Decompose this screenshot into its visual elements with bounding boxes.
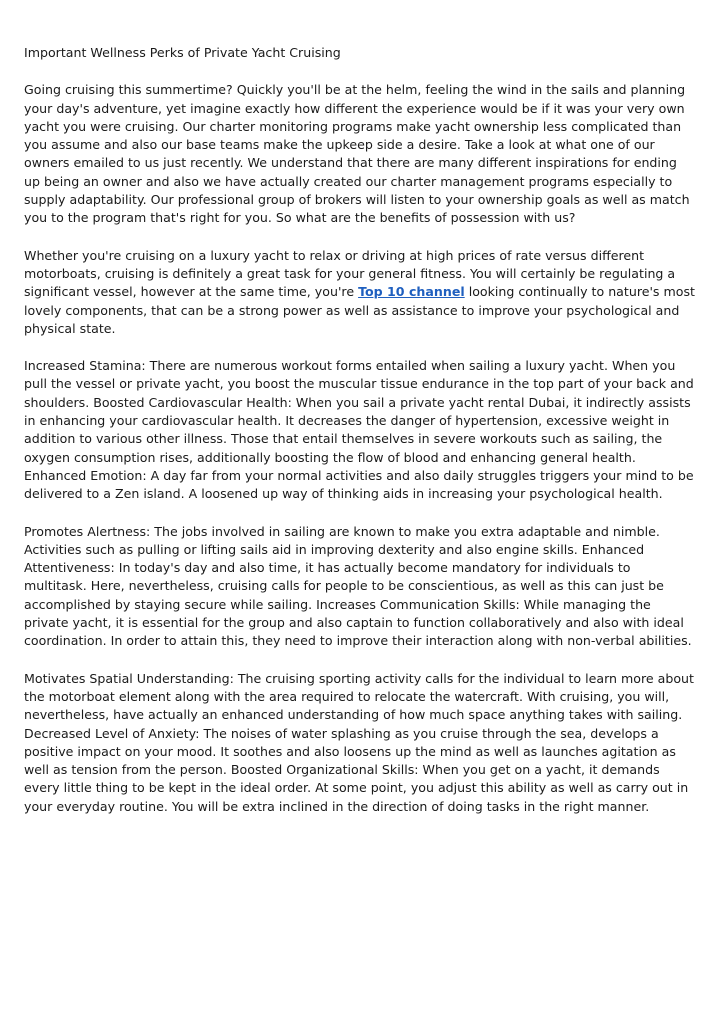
paragraph-intro: Going cruising this summertime? Quickly you'll be at the helm, feeling the wind in the sails and planning your day's adventure, yet imagine exactly how different the experience would be if it was your very own yacht you were cruising. Our charter monitoring programs make yacht ownership less complicated than you assume and also our base teams make the upkeep side a desire. Take a look at what one of our owners emailed to us just recently. We understand that there are many different inspirations for ending up being an owner and also we have actually created our charter management programs especially to supply adaptability. Our professional group of brokers will listen to your ownership goals as well as match you to the program that's right for you. So what are the benefits of possession with us? xyxy=(24,82,690,226)
document-title: Important Wellness Perks of Private Yacht Cruising xyxy=(24,45,341,60)
paragraph-fitness-after: looking continually to nature's most lovely components, that can be a strong power as well as assistance to improve your psychological and physical state. xyxy=(24,284,695,336)
paragraph-stamina: Increased Stamina: There are numerous workout forms entailed when sailing a luxury yacht. When you pull the vessel or private yacht, you boost the muscular tissue endurance in the top part of your back and shoulders. Boosted Cardiovascular Health: When you sail a private yacht rental Dubai, it indirectly assists in enhancing your cardiovascular health. It decreases the danger of hypertension, excessive weight in addition to various other illness. Those that entail themselves in severe workouts such as sailing, the oxygen consumption rises, additionally boosting the flow of blood and enhancing general health. Enhanced Emotion: A day far from your normal activities and also daily struggles triggers your mind to be delivered to a Zen island. A loosened up way of thinking aids in increasing your psychological health. xyxy=(24,358,694,502)
top-10-channel-link[interactable]: Top 10 channel xyxy=(358,284,465,300)
document-page xyxy=(24,44,696,835)
paragraph-fitness xyxy=(24,247,696,338)
paragraph-fitness-before: Whether you're cruising on a luxury yacht to relax or driving at high prices of rate versus different motorboats, cruising is definitely a great task for your general fitness. You will certainly be regulating a significant vessel, however at the same time, you're xyxy=(24,247,676,300)
paragraph-spatial: Motivates Spatial Understanding: The cruising sporting activity calls for the individual to learn more about the motorboat element along with the area required to relocate the watercraft. With cruising, you will, nevertheless, have actually an enhanced understanding of how much space anything takes with sailing. Decreased Level of Anxiety: The noises of water splashing as you cruise through the sea, develops a positive impact on your mood. It soothes and also loosens up the mind as well as launches agitation as well as tension from the person. Boosted Organizational Skills: When you get on a yacht, it demands every little thing to be kept in the ideal order. At some point, you adjust this ability as well as carry out in your everyday routine. You will be extra inclined in the direction of doing tasks in the right manner. xyxy=(24,670,694,814)
paragraph-alertness: Promotes Alertness: The jobs involved in sailing are known to make you extra adaptable and nimble. Activities such as pulling or lifting sails aid in improving dexterity and also engine skills. Enhanced Attentiveness: In today's day and also time, it has actually become mandatory for individuals to multitask. Here, nevertheless, cruising calls for people to be conscientious, as well as this can just be accomplished by staying secure while sailing. Increases Communication Skills: While managing the private yacht, it is essential for the group and also captain to function collaboratively and also with ideal coordination. In order to attain this, they need to improve their interaction along with non-verbal abilities. xyxy=(24,523,692,649)
